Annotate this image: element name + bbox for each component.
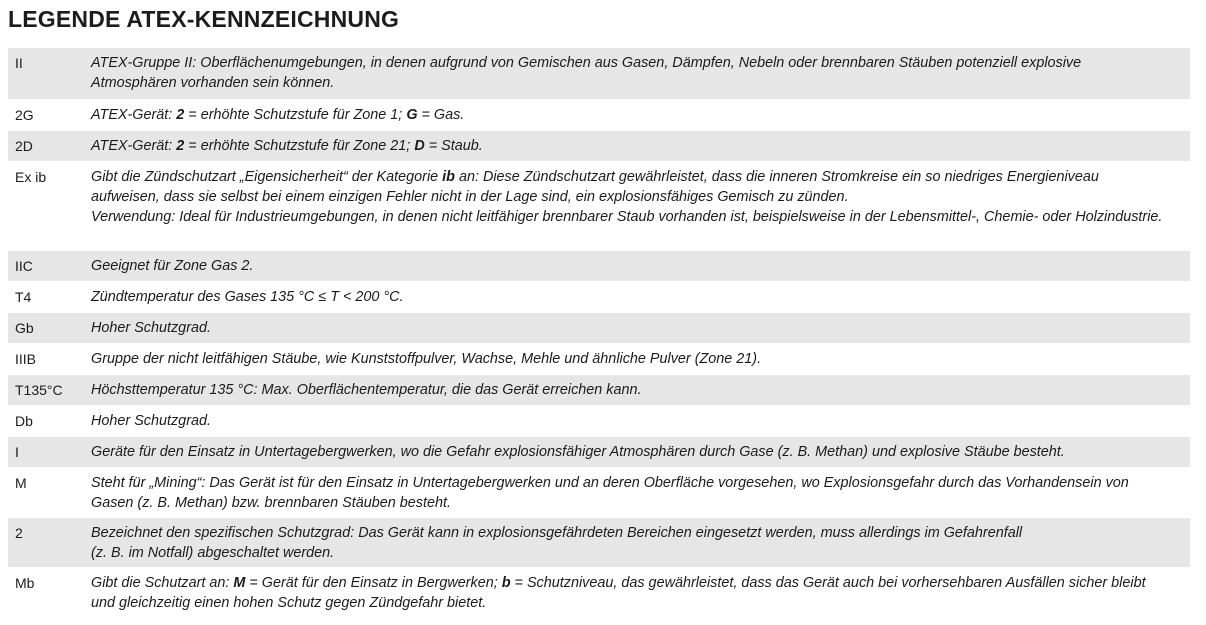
- description-text: Hoher Schutzgrad.: [91, 413, 211, 429]
- legend-description: [91, 442, 1190, 460]
- description-text: = Schutzniveau, das gewährleistet, dass das Gerät auch bei vorhersehbaren Ausfällen sicher bleibt und gleichzeitig einen hohen Schutz gegen Zündgefahr bietet.: [91, 575, 1146, 611]
- emphasis-text: b: [501, 575, 511, 591]
- description-text: = erhöhte Schutzstufe für Zone 21;: [184, 138, 415, 154]
- legend-code: T4: [15, 289, 32, 305]
- description-text: = Gas.: [417, 107, 465, 123]
- legend-row: [8, 344, 1190, 375]
- emphasis-text: 2: [176, 107, 185, 123]
- legend-description: [91, 53, 1190, 92]
- description-text: Höchsttemperatur 135 °C: Max. Oberflächentemperatur, die das Gerät erreichen kann.: [91, 382, 642, 398]
- description-text: Gruppe der nicht leitfähigen Stäube, wie Kunststoffpulver, Wachse, Mehle und ähnliche Pulver (Zone 21).: [91, 351, 762, 367]
- legend-description: [91, 523, 1190, 560]
- legend-code: IIIB: [15, 351, 37, 367]
- legend-description: [91, 287, 1190, 305]
- description-text: ATEX-Gruppe II: Oberflächenumgebungen, in denen aufgrund von Gemischen aus Gasen, Dämpfen, Nebeln oder brennbaren Stäuben potenziell explosive Atmosphären vorhanden sein können.: [91, 55, 1082, 91]
- legend-row: [8, 437, 1190, 468]
- description-text: ATEX-Gerät:: [91, 107, 177, 123]
- legend-description: [91, 411, 1190, 429]
- description-text: Verwendung: Ideal für Industrieumgebungen, in denen nicht leitfähiger brennbarer Staub vorhanden ist, beispielsweise in der Lebensmittel-, Chemie- oder Holzindustrie.: [91, 209, 1163, 225]
- legend-description: [91, 256, 1190, 274]
- description-text: = Gerät für den Einsatz in Bergwerken;: [245, 575, 502, 591]
- legend-description: [91, 573, 1190, 610]
- legend-row: [8, 282, 1190, 313]
- description-text: = Staub.: [424, 138, 483, 154]
- description-text: Bezeichnet den spezifischen Schutzgrad: Das Gerät kann in explosionsgefährdeten Bereichen eingesetzt werden, muss allerdings im Gefahrenfall: [91, 525, 1023, 541]
- legend-code: Gb: [15, 320, 34, 336]
- legend-code: Db: [15, 413, 33, 429]
- legend-description: [91, 473, 1190, 510]
- description-text: Zündtemperatur des Gases 135 °C ≤ T < 200 °C.: [91, 289, 404, 305]
- description-text: Geeignet für Zone Gas 2.: [91, 258, 254, 274]
- legend-code: 2D: [15, 138, 33, 154]
- emphasis-text: M: [233, 575, 246, 591]
- legend-row: [8, 48, 1190, 100]
- legend-code: II: [15, 55, 23, 71]
- legend-row: [8, 313, 1190, 344]
- legend-row: [8, 406, 1190, 437]
- description-text: Gibt die Zündschutzart „Eigensicherheit“ der Kategorie: [91, 169, 443, 185]
- legend-code: Ex ib: [15, 169, 47, 185]
- legend-code: Mb: [15, 575, 35, 591]
- legend-description: [91, 167, 1190, 243]
- legend-code: T135°C: [15, 382, 63, 398]
- legend-description: [91, 349, 1190, 367]
- legend-description: [91, 318, 1190, 336]
- emphasis-text: ib: [442, 169, 455, 185]
- description-text: (z. B. im Notfall) abgeschaltet werden.: [91, 545, 335, 561]
- description-text: = erhöhte Schutzstufe für Zone 1;: [184, 107, 407, 123]
- legend-code: I: [15, 444, 19, 460]
- legend-row: [8, 131, 1190, 162]
- legend-table: [8, 48, 1190, 618]
- legend-description: [91, 380, 1190, 398]
- legend-description: [91, 105, 1190, 123]
- legend-row: [8, 375, 1190, 406]
- legend-code: 2G: [15, 107, 34, 123]
- description-text: Hoher Schutzgrad.: [91, 320, 211, 336]
- legend-code: IIC: [15, 258, 33, 274]
- legend-row: [8, 568, 1190, 618]
- legend-code: 2: [15, 525, 23, 541]
- description-text: Steht für „Mining“: Das Gerät ist für den Einsatz in Untertagebergwerken und an deren Oberfläche vorgesehen, wo Explosionsgefahr durch das Vorhandensein von Gasen (z. B. Methan) bzw. brennbaren Stäuben besteht.: [91, 475, 1129, 511]
- page-title: LEGENDE ATEX-KENNZEICHNUNG: [8, 6, 400, 32]
- legend-row: [8, 518, 1190, 568]
- emphasis-text: D: [414, 138, 425, 154]
- legend-row: [8, 162, 1190, 251]
- description-text: Geräte für den Einsatz in Untertagebergwerken, wo die Gefahr explosionsfähiger Atmosphären durch Gase (z. B. Methan) und explosive Stäube besteht.: [91, 444, 1065, 460]
- legend-description: [91, 136, 1190, 154]
- description-text: an: Diese Zündschutzart gewährleistet, dass die inneren Stromkreise ein so niedriges Energieniveau aufweisen, dass sie selbst bei einem einzigen Fehler nicht in der Lage sind, ein explosionsfähiges Gemisch zu zünden.: [91, 169, 1099, 205]
- description-text: ATEX-Gerät:: [91, 138, 177, 154]
- legend-code: M: [15, 475, 27, 491]
- legend-row: [8, 251, 1190, 282]
- legend-row: [8, 468, 1190, 518]
- emphasis-text: G: [406, 107, 418, 123]
- emphasis-text: 2: [176, 138, 185, 154]
- legend-row: [8, 100, 1190, 131]
- description-text: Gibt die Schutzart an:: [91, 575, 234, 591]
